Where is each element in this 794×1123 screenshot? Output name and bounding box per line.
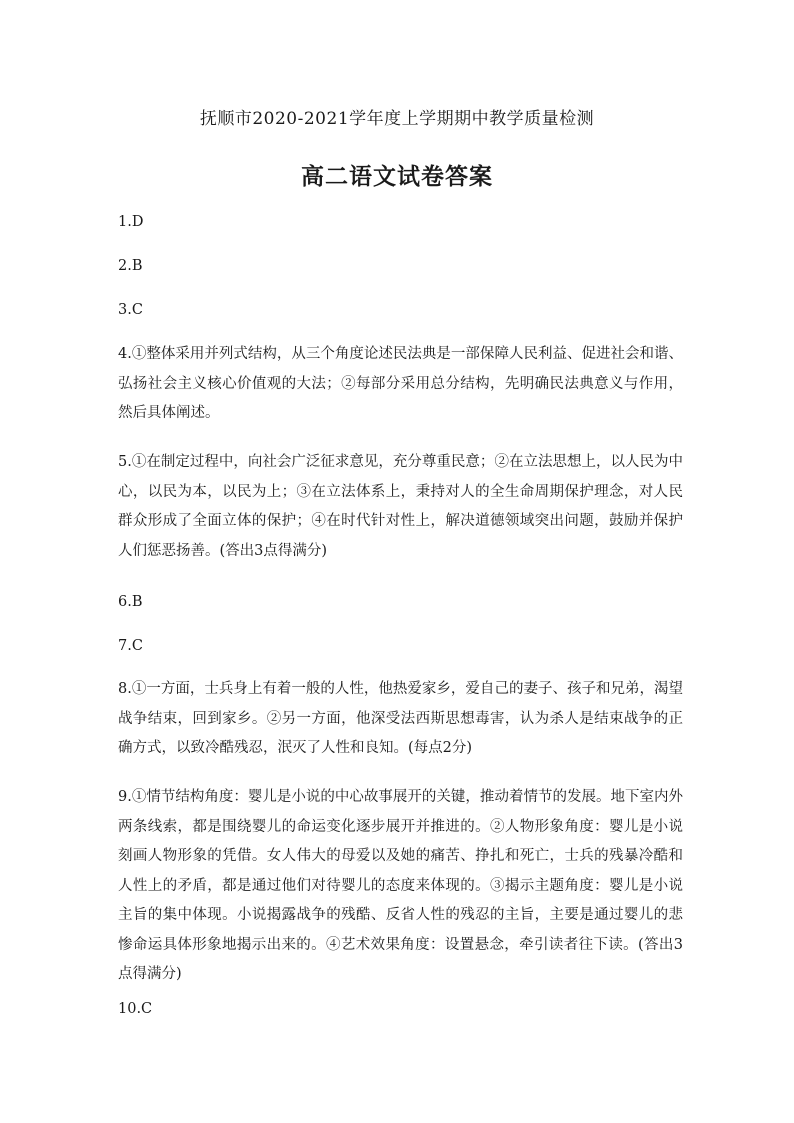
answer-5: 5.①在制定过程中，向社会广泛征求意见，充分尊重民意；②在立法思想上，以人民为中心，以民为本，以民为上；③在立法体系上，秉持对人的全生命周期保护理念，对人民群众形成了全面立体的保护；④在时代针对性上，解决道德领域突出问题，鼓励并保护人们惩恶扬善。(答出3点得满分) <box>118 454 683 559</box>
answer-2: 2.B <box>118 258 143 274</box>
answer-6: 6.B <box>118 594 143 610</box>
answer-8: 8.①一方面，士兵身上有着一般的人性，他热爱家乡，爱自己的妻子、孩子和兄弟，渴望战争结束，回到家乡。②另一方面，他深受法西斯思想毒害，认为杀人是结束战争的正确方式，以致冷酷残忍，泯灭了人性和良知。(每点2分) <box>118 681 683 756</box>
page-title: 高二语文试卷答案 <box>301 164 493 190</box>
answer-3: 3.C <box>118 302 143 318</box>
answer-1: 1.D <box>118 214 144 230</box>
answer-9: 9.①情节结构角度：婴儿是小说的中心故事展开的关键，推动着情节的发展。地下室内外两条线索，都是围绕婴儿的命运变化逐步展开并推进的。②人物形象角度：婴儿是小说刻画人物形象的凭借。女人伟大的母爱以及她的痛苦、挣扎和死亡，士兵的残暴冷酷和人性上的矛盾，都是通过他们对待婴儿的态度来体现的。③揭示主题角度：婴儿是小说主旨的集中体现。小说揭露战争的残酷、反省人性的残忍的主旨，主要是通过婴儿的悲惨命运具体形象地揭示出来的。④艺术效果角度：设置悬念，牵引读者往下读。(答出3点得满分) <box>118 789 683 982</box>
answer-10: 10.C <box>118 1001 153 1017</box>
answer-4: 4.①整体采用并列式结构，从三个角度论述民法典是一部保障人民利益、促进社会和谐、弘扬社会主义核心价值观的大法；②每部分采用总分结构，先明确民法典意义与作用，然后具体阐述。 <box>118 346 683 421</box>
exam-subtitle: 抚顺市2020-2021学年度上学期期中教学质量检测 <box>199 109 595 129</box>
answer-7: 7.C <box>118 638 143 654</box>
